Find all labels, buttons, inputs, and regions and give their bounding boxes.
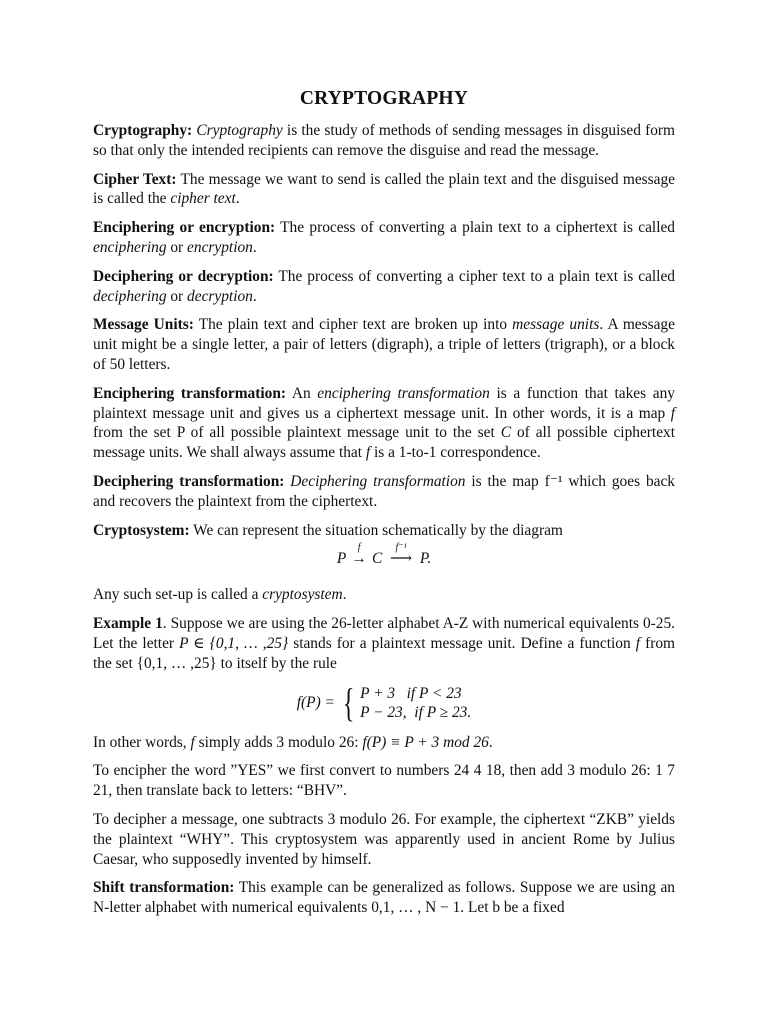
italic-enciphering: enciphering (93, 238, 167, 256)
text-enct-2: is a function that takes any plaintext message unit and gives us a ciphertext message unit. In other words, it is a map (93, 384, 675, 422)
piecewise-case-2: P − 23, if P ≥ 23. (360, 703, 472, 721)
paragraph-deciphering (93, 267, 675, 307)
math-p-in-set: P ∈ {0,1, … ,25} (179, 634, 289, 652)
text-enc: The process of converting a plain text to a ciphertext is called (275, 219, 676, 237)
text-any: Any such set-up is called a (93, 586, 263, 604)
italic-deciphering: deciphering (93, 287, 167, 305)
diagram-finv-label: f⁻¹ (395, 542, 407, 554)
text-other-end: . (488, 733, 493, 751)
math-f-inverse: f⁻¹ (544, 472, 563, 490)
term-cryptosystem: Cryptosystem: (93, 521, 190, 539)
text-enct-4: of all possible ciphertext message units. We shall always assume that (93, 424, 676, 462)
cryptosystem-diagram (93, 542, 675, 577)
paragraph-cryptography (93, 121, 675, 161)
text-ex1-3: from the set {0,1, … ,25} to itself by the rule (93, 634, 675, 672)
diagram-long-arrow: ⟶ (390, 550, 413, 568)
text-other-1: In other words, (93, 733, 191, 751)
paragraph-encipher-yes: To encipher the word ”YES” we first convert to numbers 24 4 18, then add 3 modulo 26: 1 7 21, then translate back to letters: “BHV”. (93, 762, 675, 800)
paragraph-enciphering (93, 218, 675, 258)
italic-message-units: message units (512, 316, 600, 334)
term-example-1: Example 1 (93, 615, 163, 633)
piecewise-function (93, 679, 675, 725)
italic-deciphering-transformation: Deciphering transformation (290, 472, 466, 490)
text-dect-1: is the map (465, 472, 545, 490)
term-enciphering: Enciphering or encryption: (93, 219, 276, 237)
paragraph-any-setup (93, 585, 675, 605)
paragraph-enciphering-transformation (93, 384, 675, 463)
text-units: The plain text and cipher text are broken up into (193, 316, 513, 334)
italic-cryptography: Cryptography (196, 122, 283, 139)
paragraph-message-units (93, 315, 675, 374)
italic-enciphering-transformation: enciphering transformation (317, 384, 490, 402)
text-dec-or: or (166, 287, 188, 305)
paragraph-example-1 (93, 614, 675, 673)
paragraph-shift-transformation (93, 878, 675, 918)
italic-cryptosystem: cryptosystem (262, 586, 343, 604)
paragraph-cipher-text (93, 170, 675, 210)
piecewise-brace: { (342, 679, 355, 725)
text-cipher: The message we want to send is called the plain text and the disguised message is called the (93, 170, 676, 208)
italic-encryption: encryption (187, 238, 253, 256)
text-other-2: simply adds 3 modulo 26: (194, 733, 363, 751)
text-ex1-1: . Suppose we are using the 26-letter alphabet A-Z with numerical equivalents 0-25. Let the letter (93, 615, 676, 652)
text-shift: This example can be generalized as follows. Suppose we are using an N-letter alphabet with numerical equivalents 0,1, … , N − 1. Let b be a fixed (93, 879, 675, 917)
diagram-f-label: f (357, 542, 361, 554)
text-dec-end: . (252, 287, 257, 305)
text-sys: We can represent the situation schematically by the diagram (189, 521, 563, 539)
term-deciphering-transformation: Deciphering transformation: (93, 472, 285, 490)
math-mod-equation: f(P) ≡ P + 3 mod 26 (362, 733, 489, 751)
text-enct-1: An (286, 384, 318, 402)
math-f: f (670, 404, 675, 422)
piecewise-case-1: P + 3 if P < 23 (360, 684, 462, 702)
text-any-end: . (342, 586, 347, 604)
page-title: CRYPTOGRAPHY (299, 88, 469, 109)
paragraph-in-other-words (93, 733, 675, 753)
document-body (93, 121, 675, 927)
diagram-arrow: → (351, 550, 367, 568)
text-cryptography: is the study of methods of sending messages in disguised form so that only the intended recipients can remove the disguise and read the message. (93, 122, 675, 159)
diagram-p-end: P. (419, 550, 432, 568)
italic-cipher-text: cipher text (170, 190, 236, 208)
text-cipher-end: . (235, 190, 240, 208)
math-C: C (500, 424, 511, 442)
term-enciphering-transformation: Enciphering transformation: (93, 384, 287, 402)
text-units-rest: . A message unit might be a single letter, a pair of letters (digraph), a triple of letters (trigraph), or a block of 50 letters. (93, 316, 675, 373)
diagram-p: P (336, 550, 347, 568)
diagram-arrow-finv (386, 542, 416, 569)
piecewise-cases (360, 684, 471, 722)
term-message-units: Message Units: (93, 316, 194, 334)
term-cryptography: Cryptography: (93, 122, 193, 139)
term-shift-transformation: Shift transformation: (93, 879, 235, 897)
paragraph-deciphering-transformation (93, 472, 675, 512)
paragraph-cryptosystem (93, 521, 675, 541)
math-f-2: f (365, 444, 371, 462)
math-f-other: f (190, 733, 195, 751)
diagram-c: C (371, 550, 383, 568)
italic-decryption: decryption (187, 287, 253, 305)
text-enc-end: . (252, 238, 257, 256)
text-enct-3: from the set P of all possible plaintext message unit to the set (93, 424, 501, 442)
paragraph-decipher-zkb: To decipher a message, one subtracts 3 modulo 26. For example, the ciphertext “ZKB” yields the plaintext “WHY”. This cryptosystem was apparently used in ancient Rome by Julius Caesar, who supposedly invented by himself. (93, 810, 675, 868)
text-dec: The process of converting a cipher text to a plain text is called (273, 267, 675, 285)
term-cipher-text: Cipher Text: (93, 170, 177, 188)
diagram-arrow-f (350, 542, 368, 569)
text-dect-2: which goes back and recovers the plaintext from the ciphertext. (93, 472, 675, 510)
text-enct-5: is a 1-to-1 correspondence. (370, 444, 541, 462)
term-deciphering: Deciphering or decryption: (93, 267, 274, 285)
math-f-ex1: f (635, 634, 641, 652)
text-enc-or: or (166, 238, 188, 256)
text-ex1-2: stands for a plaintext message unit. Define a function (288, 634, 636, 652)
piecewise-lhs: f(P) = (296, 693, 335, 711)
